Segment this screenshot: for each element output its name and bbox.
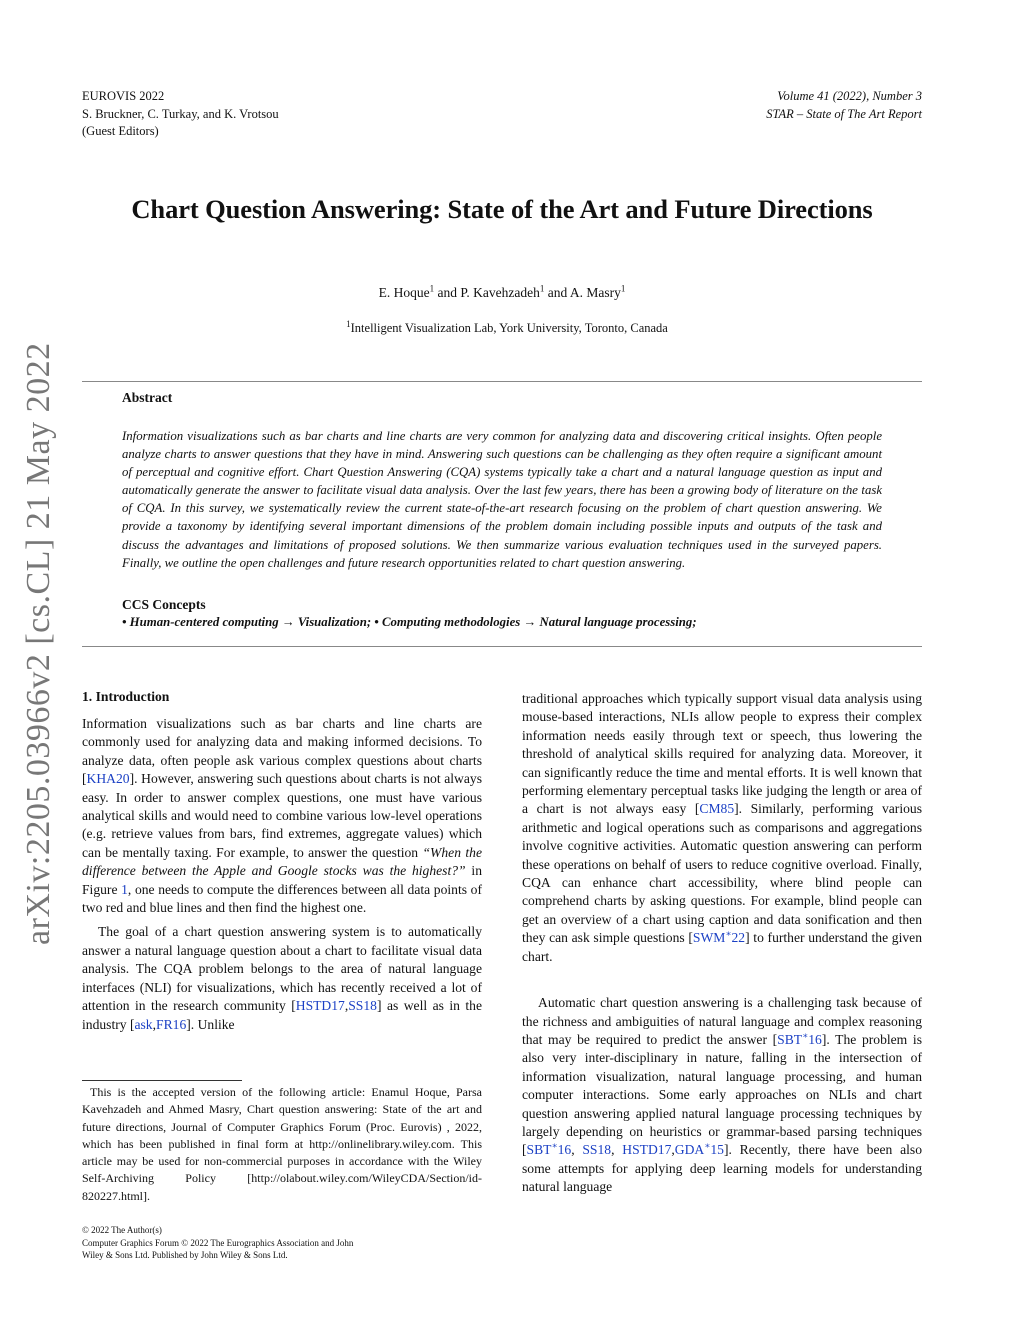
ccs-heading: CCS Concepts — [122, 597, 206, 612]
citation-link[interactable]: FR16 — [156, 1016, 187, 1032]
author-1: E. Hoque — [378, 285, 430, 300]
right-column — [522, 690, 922, 1197]
author-list — [0, 285, 1004, 301]
volume-line: Volume 41 (2022), Number 3 — [777, 89, 922, 103]
citation-link[interactable]: KHA20 — [86, 771, 130, 787]
abstract-heading: Abstract — [122, 390, 173, 405]
report-type-line: STAR – State of The Art Report — [766, 106, 922, 121]
ccs-concepts: • Human-centered computing → Visualization; • Computing methodologies → Natural language processing; — [122, 615, 697, 629]
example-question: “When the difference between the Apple and Google stocks was the highest?” — [82, 844, 482, 879]
paper-title: Chart Question Answering: State of the Art and Future Directions — [131, 194, 873, 224]
citation-link[interactable]: HSTD17 — [295, 998, 345, 1014]
header-line-2: S. Bruckner, C. Turkay, and K. Vrotsou — [82, 106, 279, 121]
citation-link[interactable]: SS18 — [348, 998, 377, 1014]
top-rule — [82, 381, 922, 382]
copyright-line-3: Wiley & Sons Ltd. Published by John Wiley & Sons Ltd. — [82, 1250, 288, 1260]
author-2-affil: 1 — [539, 283, 545, 294]
header-line-3: (Guest Editors) — [82, 124, 159, 138]
citation-link[interactable]: CM85 — [699, 801, 735, 817]
bottom-rule — [82, 646, 922, 647]
citation-link[interactable]: HSTD17 — [622, 1142, 672, 1158]
author-3-affil: 1 — [620, 283, 626, 294]
affiliation — [0, 318, 1014, 336]
header-line-1: EUROVIS 2022 — [82, 89, 165, 103]
intro-paragraph-2: The goal of a chart question answering system is to automatically answer a natural language question about a chart to facilitate visual data analysis. The CQA problem belongs to the area of natural language interfaces (NLI) for visualizations, which has recently received a lot of attention in the research community [HSTD17,SS18] as well as in the industry [ask,FR16]. Unlike — [82, 924, 482, 1032]
footnote-text: This is the accepted version of the following article: Enamul Hoque, Parsa Kavehzadeh and Ahmed Masry, Chart question answering: State of the art and future directions, Journal of Computer Graphics Forum (Proc. Eurovis) , 2022, which has been published in final form at http://onlinelibrary.wiley.com. This article may be used for non-commercial purposes in accordance with the Wiley Self-Archiving Policy [http://olabout.wiley.com/WileyCDA/Section/id-820227.html]. — [82, 1085, 482, 1203]
volume-header — [766, 88, 922, 123]
citation-link[interactable]: ask — [134, 1016, 153, 1032]
citation-link[interactable]: SBT∗16 — [777, 1030, 822, 1047]
abstract-body: Information visualizations such as bar charts and line charts are very common for analyzing data and discovering critical insights. Often people analyze charts to answer questions that they have in mind. Answering such questions can be challenging as they often require a significant amount of perceptual and cognitive effort. Chart Question Answering (CQA) systems typically take a chart and a natural language question as input and automatically generate the answer to facilitate visual data analysis. Over the last few years, there has been a growing body of literature on the task of CQA. In this survey, we systematically review the current state-of-the-art research focusing on the problem of chart question answering. We provide a taxonomy by identifying several important dimensions of the problem domain including possible inputs and outputs of the task and discuss the advantages and limitations of proposed solutions. We then summarize various evaluation techniques used in the surveyed papers. Finally, we outline the open challenges and future research opportunities related to chart question answering. — [122, 429, 882, 570]
left-column — [82, 715, 482, 1034]
arxiv-stamp: arXiv:2205.03966v2 [cs.CL] 21 May 2022 — [20, 342, 57, 945]
affiliation-marker: 1 — [346, 318, 351, 329]
author-3: and A. Masry — [544, 285, 621, 300]
copyright-block — [82, 1224, 502, 1262]
copyright-line-2: Computer Graphics Forum © 2022 The Eurographics Association and John — [82, 1237, 354, 1248]
author-2: and P. Kavehzadeh — [434, 285, 540, 300]
conference-header — [82, 88, 279, 141]
footnote — [82, 1084, 482, 1205]
citation-link[interactable]: SBT∗16 — [526, 1140, 572, 1158]
figure-link[interactable]: 1 — [121, 881, 128, 897]
affiliation-text: Intelligent Visualization Lab, York University, Toronto, Canada — [350, 321, 668, 335]
right-paragraph-2: Automatic chart question answering is a challenging task because of the richness and ambiguities of natural language and complex reasoning that may be required to predict the answer [SBT∗16]. The problem is also very inter-disciplinary in nature, falling in the intersection of information visualization, natural language processing, and human computer interactions. Some early approaches on NLIs and chart question answering applied natural language processing techniques by largely depending on heuristics or grammar-based parsing techniques [SBT∗16, SS18, HSTD17,GDA∗15]. Recently, there have been also some attempts for applying deep learning models for understanding natural language — [522, 995, 923, 1195]
author-1-affil: 1 — [429, 283, 435, 294]
citation-link[interactable]: SWM∗22 — [692, 928, 746, 946]
footnote-rule — [82, 1080, 242, 1081]
section-heading-introduction: 1. Introduction — [82, 689, 170, 704]
copyright-line-1: © 2022 The Author(s) — [82, 1225, 162, 1235]
citation-link[interactable]: SS18 — [582, 1142, 612, 1158]
right-paragraph-1: traditional approaches which typically support visual data analysis using mouse-based interactions, NLIs allow people to express their complex information needs easily through text or speech, thus lowering the threshold of analytical skills required for analyzing data. Moreover, it can significantly reduce the time and mental efforts. It is well known that performing elementary perceptual tasks like judging the length or area of a chart is not always easy [CM85]. Similarly, performing various arithmetic and logical operations such as comparisons and aggregations involve cognitive activities. Automatic question answering can perform these operations on behalf of users to reduce cognitive overload. Finally, CQA can enhance chart accessibility, where blind people can comprehend charts by asking questions. For example, blind people can get an overview of a chart using caption and data sonification and then they can ask simple questions [SWM∗22] to further understand the given chart. — [522, 691, 922, 964]
citation-link[interactable]: GDA∗15 — [674, 1140, 724, 1158]
intro-paragraph-1: Information visualizations such as bar charts and line charts are commonly used for analyzing data and making informed decisions. To analyze data, often people ask various complex questions about charts [KHA20]. However, answering such questions about charts is not always easy. In order to answer complex questions, one must have various analytical skills and would need to combine various low-level operations (e.g. retrieve values from bars, find extremes, aggregate values) which can be mentally taxing. For example, to answer the question “When the difference between the Apple and Google stocks was the highest?” in Figure 1, one needs to compute the differences between all data points of two red and blue lines and then find the highest one. — [82, 716, 482, 916]
